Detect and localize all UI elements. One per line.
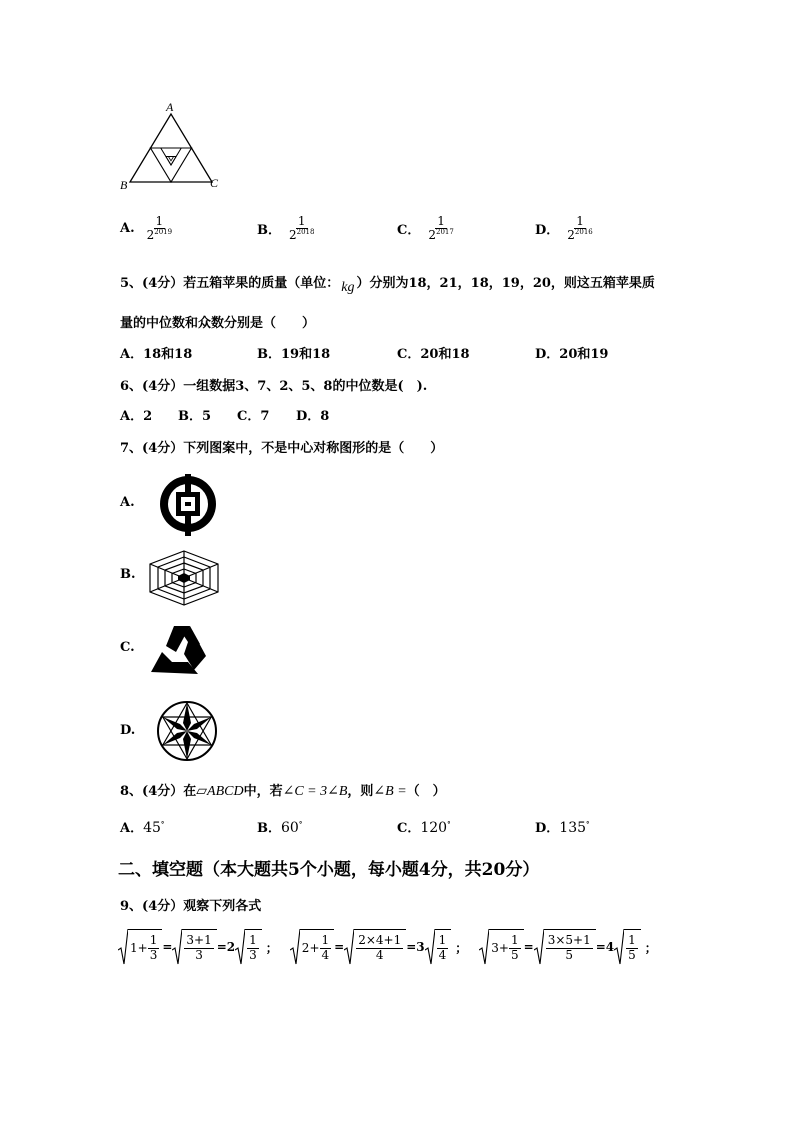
q7-option-d-label[interactable]: D.: [120, 723, 136, 738]
q6-option-d[interactable]: D．8: [296, 409, 330, 424]
radical-4: 2 + 1 4: [290, 928, 334, 966]
q5-stem-line2: 量的中位数和众数分别是（ ）: [120, 316, 316, 331]
radical-2: 3+1 3: [172, 928, 216, 966]
radical-3: 1 3: [235, 928, 262, 966]
coin-symbol-icon: [150, 468, 226, 536]
vertex-a-label: A: [166, 100, 174, 114]
radical-9: 1 5: [614, 928, 641, 966]
q8-option-d[interactable]: D．135°: [535, 820, 590, 836]
q5-stem-line1: 5、(4分）若五箱苹果的质量（单位： kg ）分别为18，21，18，19，20，则这五箱苹果质: [120, 276, 655, 295]
vertex-b-label: B: [120, 178, 128, 192]
q4-option-d[interactable]: D． $\frac{1}{2^{2016}}$: [535, 214, 593, 243]
q7-option-d-image[interactable]: [144, 698, 230, 768]
section-2-title: 二、填空题（本大题共5个小题，每小题4分，共20分）: [118, 860, 540, 880]
q9-equations: 1 + 1 3 = 3+1 3 =2 1 3 ； 2 + 1 4 = 2×4+1 4 =3 1 4 ； 3 + 1 5 = 3×5+1 5 =4 1 5 ；: [118, 928, 657, 966]
q9-stem: 9、(4分）观察下列各式: [120, 899, 262, 914]
q4-option-c[interactable]: C． $\frac{1}{2^{2017}}$: [397, 214, 454, 243]
q6-stem: 6、(4分）一组数据3、7、2、5、8的中位数是( ).: [120, 379, 428, 394]
recycle-triangle-icon: [148, 622, 210, 678]
q8-option-a[interactable]: A．45°: [120, 820, 165, 836]
radical-1: 1 + 1 3: [118, 928, 162, 966]
condition-expression: ∠C = 3∠B: [282, 784, 348, 799]
q7-stem: 7、(4分）下列图案中，不是中心对称图形的是（ ）: [120, 441, 444, 456]
q7-option-c-label[interactable]: C.: [120, 640, 135, 655]
radical-7: 3 + 1 5: [479, 928, 523, 966]
radical-5: 2×4+1 4: [344, 928, 406, 966]
q4-option-b[interactable]: B． $\frac{1}{2^{2018}}$: [257, 214, 315, 243]
q6-option-a[interactable]: A．2: [120, 409, 153, 424]
q7-option-a-image[interactable]: [150, 468, 226, 540]
radical-6: 1 4: [425, 928, 452, 966]
radical-8: 3×5+1 5: [534, 928, 596, 966]
q5-option-c[interactable]: C．20和18: [397, 347, 470, 362]
nested-hexagon-icon: [143, 549, 225, 607]
q6-option-c[interactable]: C．7: [237, 409, 270, 424]
unit-kg: kg: [341, 280, 355, 295]
asked-angle: ∠B =: [373, 784, 407, 799]
vertex-c-label: C: [210, 176, 219, 190]
parallelogram-abcd: ▱ABCD: [196, 784, 244, 799]
q4-option-a[interactable]: A. $\frac{1}{2^{2019}}$: [120, 214, 173, 243]
q7-option-b-label[interactable]: B.: [120, 567, 136, 582]
q7-option-b-image[interactable]: [143, 549, 225, 611]
q5-option-b[interactable]: B．19和18: [257, 347, 331, 362]
q8-option-b[interactable]: B．60°: [257, 820, 303, 836]
q6-option-b[interactable]: B．5: [178, 409, 212, 424]
q8-stem: 8、(4分）在▱ABCD中，若∠C = 3∠B，则∠B =（ ）: [120, 784, 446, 799]
six-point-star-circle-icon: [144, 698, 230, 764]
q5-option-a[interactable]: A．18和18: [120, 347, 193, 362]
q7-option-c-image[interactable]: [148, 622, 210, 682]
triangle-figure: [116, 100, 226, 195]
q8-option-c[interactable]: C．120°: [397, 820, 451, 836]
q5-option-d[interactable]: D．20和19: [535, 347, 609, 362]
q7-option-a-label[interactable]: A.: [120, 495, 135, 510]
